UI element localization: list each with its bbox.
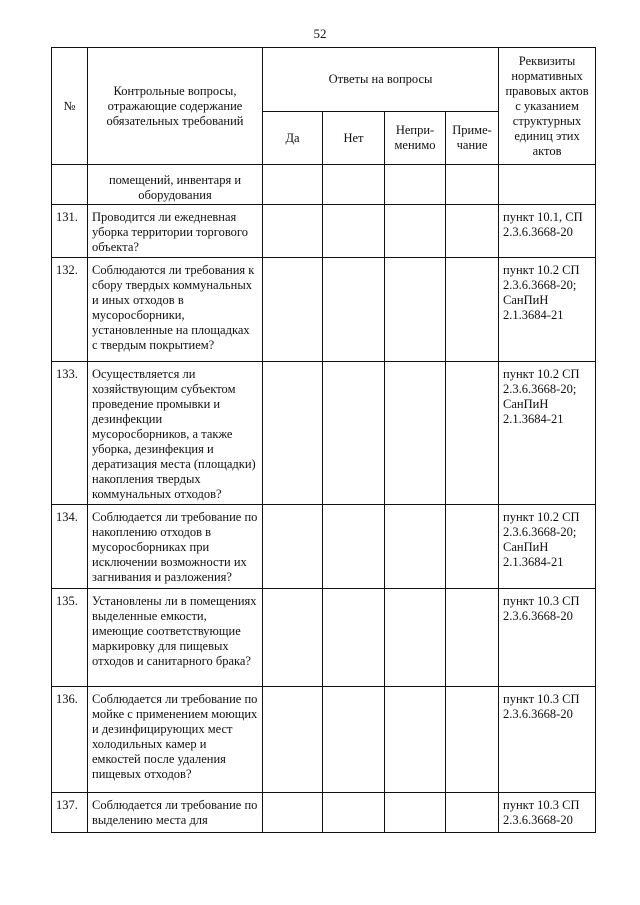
answer-na-cell[interactable] — [385, 687, 446, 793]
table-row — [52, 205, 596, 258]
answer-yes-cell[interactable] — [263, 793, 323, 833]
answer-yes-cell[interactable] — [263, 362, 323, 505]
header-answers: Ответы на вопросы — [263, 48, 499, 112]
row-question: Соблюдаются ли требования к сбору твердых коммунальных и иных отходов в мусоросборники, установленные на площадках с твердым покрытием? — [88, 258, 263, 362]
header-no: Нет — [323, 112, 385, 165]
answer-yes-cell[interactable] — [263, 589, 323, 687]
answer-na-cell[interactable] — [385, 589, 446, 687]
answer-no-cell[interactable] — [323, 205, 385, 258]
section-row — [52, 165, 596, 205]
row-number: 133. — [52, 362, 88, 505]
table-row — [52, 362, 596, 505]
answer-note-cell[interactable] — [446, 205, 499, 258]
row-number: 131. — [52, 205, 88, 258]
answer-note-cell[interactable] — [446, 793, 499, 833]
row-number: 132. — [52, 258, 88, 362]
row-number: 134. — [52, 505, 88, 589]
row-number: 136. — [52, 687, 88, 793]
answer-na-cell[interactable] — [385, 205, 446, 258]
answer-yes-cell[interactable] — [263, 258, 323, 362]
row-reference: пункт 10.3 СП 2.3.6.3668-20 — [499, 793, 596, 833]
row-reference: пункт 10.2 СП 2.3.6.3668-20; СанПиН 2.1.3684-21 — [499, 362, 596, 505]
table-row — [52, 505, 596, 589]
header-question: Контрольные вопросы, отражающие содержание обязательных требований — [88, 48, 263, 165]
row-question: Соблюдается ли требование по накоплению отходов в мусоросборниках при исключении возможности их загнивания и разложения? — [88, 505, 263, 589]
table-row — [52, 589, 596, 687]
answer-no-cell[interactable] — [323, 589, 385, 687]
row-reference: пункт 10.3 СП 2.3.6.3668-20 — [499, 589, 596, 687]
answer-note-cell[interactable] — [446, 589, 499, 687]
row-reference: пункт 10.3 СП 2.3.6.3668-20 — [499, 687, 596, 793]
row-question: Осуществляется ли хозяйствующим субъектом проведение промывки и дезинфекции мусоросборников, а также уборка, дезинфекция и дератизация места (площадки) накопления твердых коммунальных отходов? — [88, 362, 263, 505]
row-number: 137. — [52, 793, 88, 833]
answer-note-cell[interactable] — [446, 687, 499, 793]
answer-no-cell[interactable] — [323, 258, 385, 362]
row-question: Соблюдается ли требование по мойке с применением моющих и дезинфицирующих мест холодильных камер и емкостей после удаления пищевых отходов? — [88, 687, 263, 793]
answer-no-cell[interactable] — [323, 687, 385, 793]
answer-no-cell[interactable] — [323, 362, 385, 505]
answer-yes-cell[interactable] — [263, 687, 323, 793]
table-row — [52, 687, 596, 793]
row-reference: пункт 10.2 СП 2.3.6.3668-20; СанПиН 2.1.3684-21 — [499, 505, 596, 589]
answer-na-cell[interactable] — [385, 258, 446, 362]
row-reference: пункт 10.1, СП 2.3.6.3668-20 — [499, 205, 596, 258]
answer-yes-cell[interactable] — [263, 205, 323, 258]
header-ref: Реквизиты нормативных правовых актов с указанием структурных единиц этих актов — [499, 48, 596, 165]
checklist-table — [51, 47, 596, 833]
answer-na-cell[interactable] — [385, 793, 446, 833]
table-row — [52, 258, 596, 362]
row-question: Соблюдается ли требование по выделению места для — [88, 793, 263, 833]
header-na: Непри- менимо — [385, 112, 446, 165]
page-number: 52 — [313, 26, 327, 41]
answer-note-cell[interactable] — [446, 362, 499, 505]
table-row — [52, 793, 596, 833]
answer-no-cell[interactable] — [323, 505, 385, 589]
answer-no-cell[interactable] — [323, 793, 385, 833]
row-reference: пункт 10.2 СП 2.3.6.3668-20; СанПиН 2.1.3684-21 — [499, 258, 596, 362]
answer-na-cell[interactable] — [385, 362, 446, 505]
answer-yes-cell[interactable] — [263, 505, 323, 589]
row-number: 135. — [52, 589, 88, 687]
section-title: помещений, инвентаря и оборудования — [88, 165, 263, 205]
row-question: Проводится ли ежедневная уборка территории торгового объекта? — [88, 205, 263, 258]
header-num: № — [52, 48, 88, 165]
header-yes: Да — [263, 112, 323, 165]
answer-note-cell[interactable] — [446, 505, 499, 589]
answer-na-cell[interactable] — [385, 505, 446, 589]
answer-note-cell[interactable] — [446, 258, 499, 362]
header-note: Приме- чание — [446, 112, 499, 165]
row-question: Установлены ли в помещениях выделенные емкости, имеющие соответствующие маркировку для пищевых отходов и санитарного брака? — [88, 589, 263, 687]
